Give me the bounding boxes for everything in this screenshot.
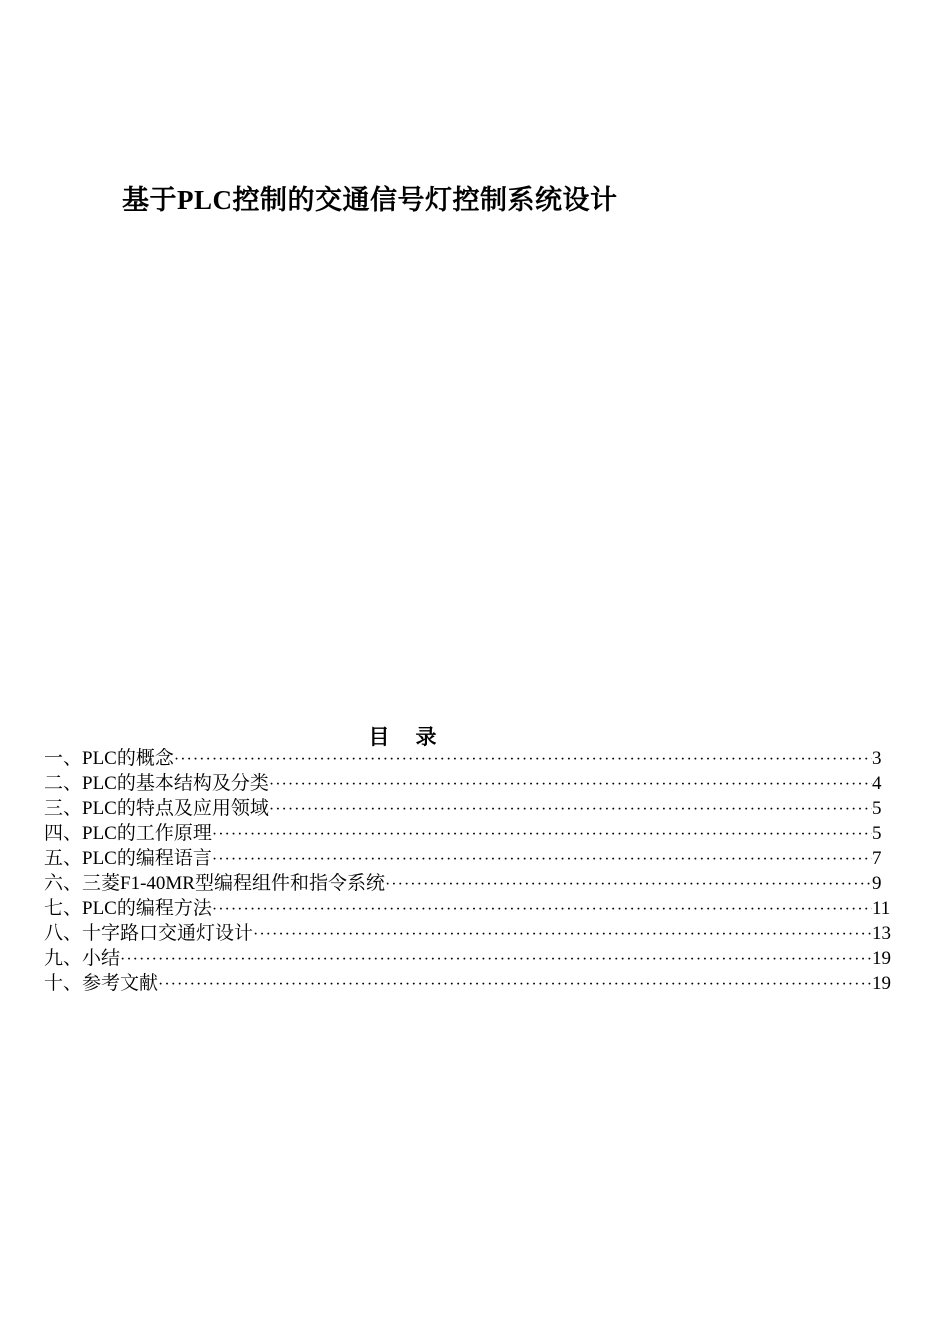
toc-entry-page: 5 bbox=[872, 798, 882, 819]
toc-entry-label: 八、十字路口交通灯设计 bbox=[44, 923, 254, 944]
toc-entry-page: 3 bbox=[872, 748, 882, 769]
toc-leader-dots bbox=[174, 747, 872, 772]
toc-leader-dots bbox=[212, 822, 872, 847]
toc-entry-label: 一、PLC的概念 bbox=[44, 748, 174, 769]
toc-leader-dots bbox=[212, 897, 872, 922]
toc-entry bbox=[44, 846, 894, 871]
toc-entry bbox=[44, 896, 894, 921]
toc-entry-page: 5 bbox=[872, 823, 882, 844]
toc-entry bbox=[44, 921, 894, 946]
toc-entry bbox=[44, 746, 894, 771]
toc-entry-label: 九、小结 bbox=[44, 948, 121, 969]
toc-leader-dots bbox=[158, 972, 872, 997]
toc-entry-page: 19 bbox=[872, 948, 891, 969]
toc-leader-dots bbox=[269, 797, 872, 822]
toc-leader-dots bbox=[212, 847, 872, 872]
toc-entry-label: 四、PLC的工作原理 bbox=[44, 823, 212, 844]
toc-entry-label: 十、参考文献 bbox=[44, 973, 159, 994]
toc-entry bbox=[44, 946, 894, 971]
table-of-contents bbox=[44, 746, 894, 996]
toc-entry-label: 六、三菱F1-40MR型编程组件和指令系统 bbox=[44, 873, 385, 894]
toc-leader-dots bbox=[385, 872, 872, 897]
toc-entry-page: 19 bbox=[872, 973, 891, 994]
toc-entry-page: 9 bbox=[872, 873, 882, 894]
toc-entry-label: 五、PLC的编程语言 bbox=[44, 848, 212, 869]
toc-entry-page: 4 bbox=[872, 773, 882, 794]
toc-entry bbox=[44, 821, 894, 846]
toc-entry-label: 三、PLC的特点及应用领域 bbox=[44, 798, 269, 819]
toc-leader-dots bbox=[253, 922, 872, 947]
toc-entry bbox=[44, 971, 894, 996]
toc-entry-page: 7 bbox=[872, 848, 882, 869]
toc-entry-page: 13 bbox=[872, 923, 891, 944]
toc-heading: 目 录 bbox=[368, 725, 438, 749]
document-title: 基于PLC控制的交通信号灯控制系统设计 bbox=[122, 185, 618, 215]
toc-entry-label: 二、PLC的基本结构及分类 bbox=[44, 773, 269, 794]
toc-entry-label: 七、PLC的编程方法 bbox=[44, 898, 212, 919]
toc-entry bbox=[44, 771, 894, 796]
toc-entry bbox=[44, 871, 894, 896]
toc-entry-page: 11 bbox=[872, 898, 891, 919]
toc-leader-dots bbox=[269, 772, 872, 797]
toc-entry bbox=[44, 796, 894, 821]
toc-leader-dots bbox=[120, 947, 872, 972]
